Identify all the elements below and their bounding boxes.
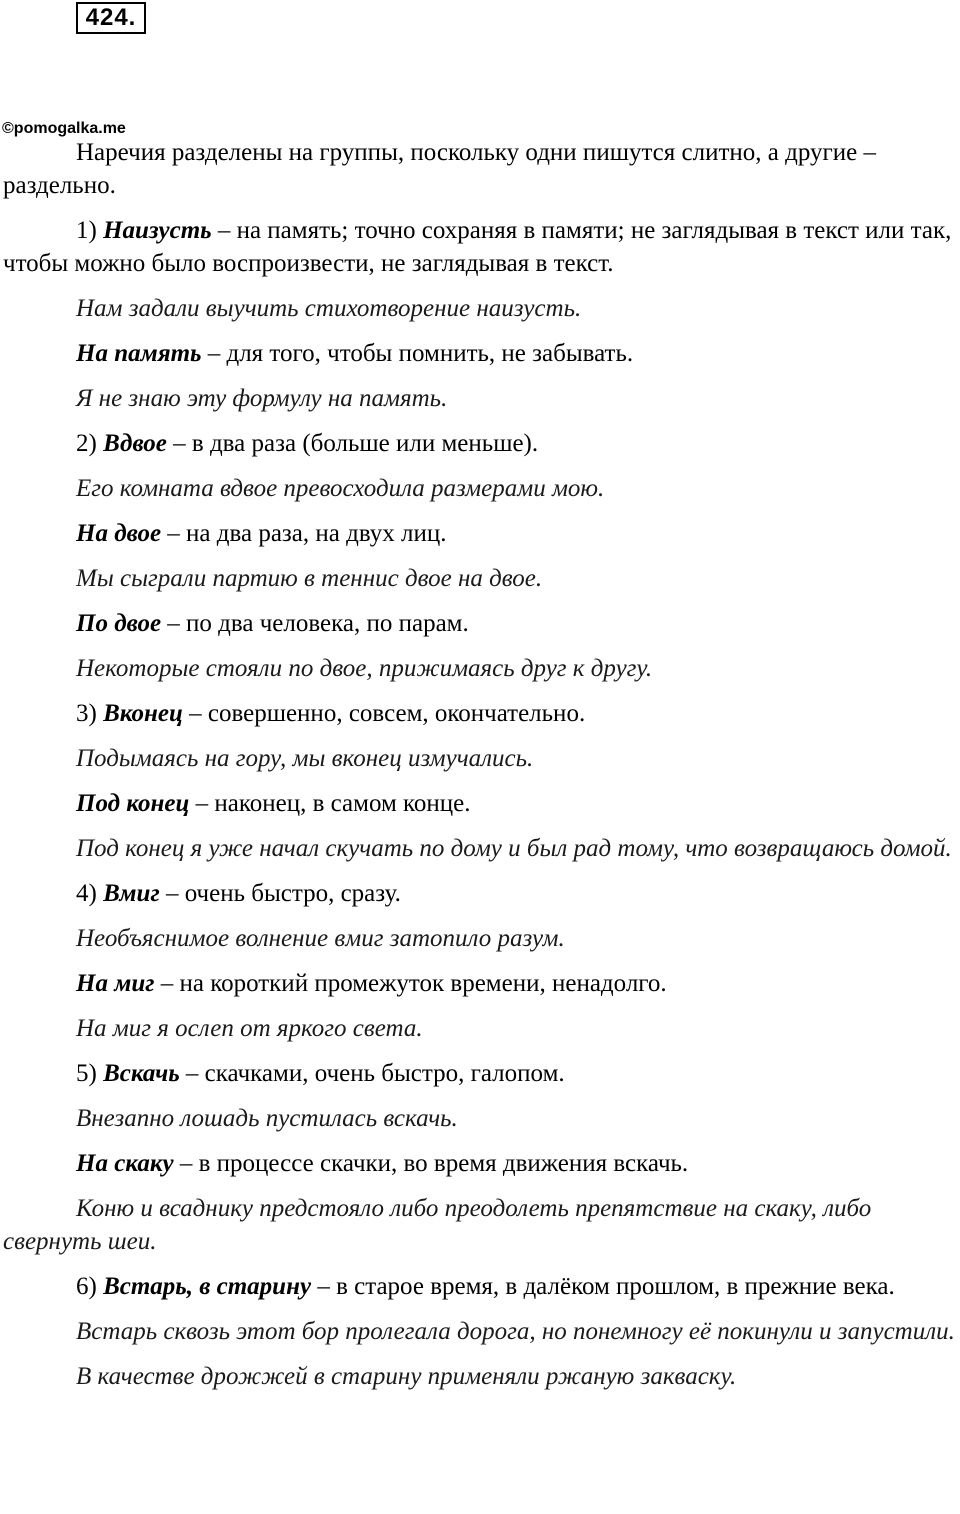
item-number: 6)	[76, 1273, 104, 1300]
definition-text: – совершенно, совсем, окончательно.	[182, 700, 586, 727]
definition-paragraph	[3, 787, 958, 820]
term: Наизусть	[103, 217, 212, 244]
term: На память	[76, 340, 202, 367]
term: Вдвое	[103, 430, 167, 457]
exercise-number: 424.	[76, 2, 146, 34]
definition-paragraph	[3, 1270, 958, 1303]
example-sentence: Я не знаю эту формулу на память.	[76, 385, 448, 412]
term: На миг	[76, 970, 155, 997]
intro-paragraph: Наречия разделены на группы, поскольку одни пишутся слитно, а другие – раздельно.	[3, 139, 876, 199]
definition-paragraph	[3, 607, 958, 640]
term: Вконец	[103, 700, 183, 727]
term: На двое	[76, 520, 162, 547]
definition-paragraph	[3, 427, 958, 460]
definition-paragraph	[3, 1147, 958, 1180]
item-number: 3)	[76, 700, 104, 727]
definition-paragraph	[3, 517, 958, 550]
definition-text: – по два человека, по парам.	[161, 610, 469, 637]
definition-paragraph	[3, 697, 958, 730]
definition-text: – скачками, очень быстро, галопом.	[179, 1060, 565, 1087]
example-sentence: Встарь сквозь этот бор пролегала дорога, но понемногу её покинули и запустили.	[76, 1318, 955, 1345]
watermark: ©pomogalka.me	[2, 120, 126, 137]
example-sentence: В качестве дрожжей в старину применяли ржаную закваску.	[76, 1363, 737, 1390]
definition-text: – в процессе скачки, во время движения вскачь.	[173, 1150, 689, 1177]
term: Вмиг	[103, 880, 160, 907]
term: Под конец	[76, 790, 190, 817]
example-sentence: На миг я ослеп от яркого света.	[76, 1015, 423, 1042]
definition-text: – на два раза, на двух лиц.	[161, 520, 447, 547]
definition-text: – в два раза (больше или меньше).	[166, 430, 539, 457]
example-sentence: Его комната вдвое превосходила размерами мою.	[76, 475, 605, 502]
example-sentence: Необъяснимое волнение вмиг затопило разум.	[76, 925, 565, 952]
item-number: 1)	[76, 217, 104, 244]
definition-paragraph	[3, 337, 958, 370]
definition-text: – для того, чтобы помнить, не забывать.	[201, 340, 634, 367]
definition-text: – на короткий промежуток времени, ненадолго.	[154, 970, 667, 997]
example-sentence: Подымаясь на гору, мы вконец измучались.	[76, 745, 534, 772]
definition-text: – очень быстро, сразу.	[159, 880, 401, 907]
document-body	[3, 136, 958, 1393]
definition-paragraph	[3, 1057, 958, 1090]
definition-text: – наконец, в самом конце.	[189, 790, 471, 817]
example-sentence: Под конец я уже начал скучать по дому и был рад тому, что возвращаюсь домой.	[76, 835, 952, 862]
term: Встарь, в старину	[103, 1273, 312, 1300]
definition-text: – на память; точно сохраняя в памяти; не заглядывая в текст или так, чтобы можно было воспроизвести, не заглядывая в текст.	[3, 217, 952, 277]
example-sentence: Некоторые стояли по двое, прижимаясь друг к другу.	[76, 655, 653, 682]
definition-paragraph	[3, 967, 958, 1000]
definition-paragraph	[3, 214, 958, 280]
example-sentence: Нам задали выучить стихотворение наизусть.	[76, 295, 582, 322]
example-sentence: Коню и всаднику предстояло либо преодолеть препятствие на скаку, либо свернуть шеи.	[3, 1195, 872, 1255]
example-sentence: Внезапно лошадь пустилась вскачь.	[76, 1105, 458, 1132]
definition-text: – в старое время, в далёком прошлом, в прежние века.	[311, 1273, 895, 1300]
item-number: 2)	[76, 430, 104, 457]
example-sentence: Мы сыграли партию в теннис двое на двое.	[76, 565, 543, 592]
term: Вскачь	[103, 1060, 180, 1087]
item-number: 4)	[76, 880, 104, 907]
term: По двое	[76, 610, 162, 637]
definition-paragraph	[3, 877, 958, 910]
term: На скаку	[76, 1150, 174, 1177]
item-number: 5)	[76, 1060, 104, 1087]
